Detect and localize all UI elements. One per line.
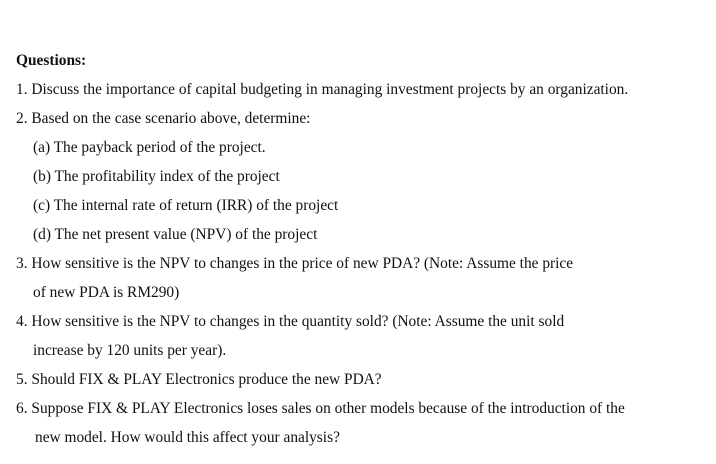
question-2: 2. Based on the case scenario above, determine: bbox=[16, 110, 311, 127]
question-4-line-1: 4. How sensitive is the NPV to changes in the quantity sold? (Note: Assume the unit sold bbox=[16, 313, 565, 330]
question-3-line-1: 3. How sensitive is the NPV to changes in the price of new PDA? (Note: Assume the price bbox=[16, 255, 574, 272]
question-2d: (d) The net present value (NPV) of the project bbox=[33, 226, 318, 243]
question-4-line-2: increase by 120 units per year). bbox=[33, 342, 227, 359]
question-2b: (b) The profitability index of the project bbox=[33, 168, 280, 185]
question-2c: (c) The internal rate of return (IRR) of the project bbox=[33, 197, 339, 214]
question-2a: (a) The payback period of the project. bbox=[33, 139, 266, 156]
questions-heading: Questions: bbox=[16, 52, 87, 69]
question-6-line-1: 6. Suppose FIX & PLAY Electronics loses sales on other models because of the introduction of the bbox=[16, 400, 625, 417]
question-6-line-2: new model. How would this affect your analysis? bbox=[35, 429, 340, 446]
question-3-line-2: of new PDA is RM290) bbox=[33, 284, 180, 301]
question-5: 5. Should FIX & PLAY Electronics produce the new PDA? bbox=[16, 371, 382, 388]
question-1: 1. Discuss the importance of capital budgeting in managing investment projects by an organization. bbox=[16, 81, 629, 98]
